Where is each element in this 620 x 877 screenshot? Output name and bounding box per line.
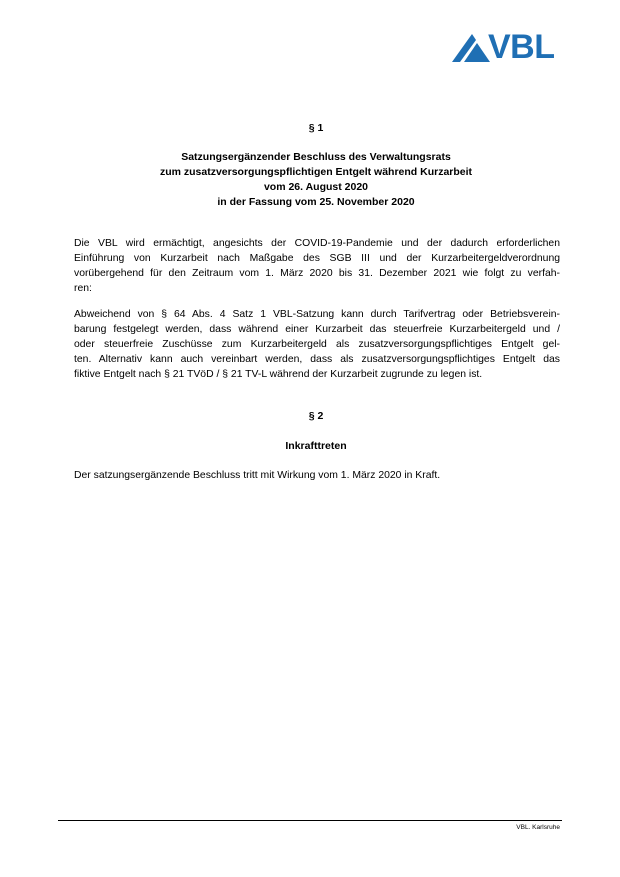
paragraph-line: Einführung von Kurzarbeit nach Maßgabe des SGB III und der Kurzarbeitergeldverordnung bbox=[74, 253, 560, 264]
vbl-logo-mark-icon bbox=[452, 32, 492, 64]
paragraph-line: ten. Alternativ kann auch vereinbart werden, dass als zusatzversorgungspflichtiges Entgelt das bbox=[74, 354, 560, 365]
paragraph-line: barung festgelegt werden, dass während einer Kurzarbeit das steuerfreie Kurzarbeitergeld und / bbox=[74, 324, 560, 335]
paragraph-line: vorübergehend für den Zeitraum vom 1. März 2020 bis 31. Dezember 2021 wie folgt zu verfah- bbox=[74, 268, 560, 279]
vbl-logo-text: VBL bbox=[488, 28, 555, 66]
section-1-paragraph-1 bbox=[74, 236, 560, 296]
paragraph-line: Abweichend von § 64 Abs. 4 Satz 1 VBL-Satzung kann durch Tarifvertrag oder Betriebsverein- bbox=[74, 309, 560, 320]
section-1-title bbox=[74, 150, 558, 210]
footer-divider bbox=[58, 820, 562, 821]
paragraph-line: ren: bbox=[74, 283, 92, 294]
section-1-title-line: zum zusatzversorgungspflichtigen Entgelt während Kurzarbeit bbox=[159, 166, 473, 178]
section-1-title-line: in der Fassung vom 25. November 2020 bbox=[217, 196, 415, 208]
paragraph-line: fiktive Entgelt nach § 21 TVöD / § 21 TV-L während der Kurzarbeit zugrunde zu legen ist. bbox=[74, 369, 483, 380]
section-2-title: Inkrafttreten bbox=[285, 440, 347, 452]
section-2-number: § 2 bbox=[308, 410, 324, 422]
vbl-logo bbox=[452, 28, 570, 66]
section-1-number: § 1 bbox=[308, 122, 324, 134]
section-2-paragraph bbox=[74, 468, 560, 483]
paragraph-line: oder steuerfreie Zuschüsse zum Kurzarbeitergeld als zusatzversorgungspflichtiges Entgelt gel- bbox=[74, 339, 560, 350]
section-1-title-line: vom 26. August 2020 bbox=[263, 181, 369, 193]
section-1-title-line: Satzungsergänzender Beschluss des Verwaltungsrats bbox=[181, 151, 451, 163]
paragraph-line: Die VBL wird ermächtigt, angesichts der COVID-19-Pandemie und der dadurch erforderlichen bbox=[74, 238, 560, 249]
section-1-paragraph-2 bbox=[74, 307, 560, 382]
footer-text: VBL. Karlsruhe bbox=[516, 824, 560, 831]
paragraph-line: Der satzungsergänzende Beschluss tritt mit Wirkung vom 1. März 2020 in Kraft. bbox=[74, 470, 441, 481]
